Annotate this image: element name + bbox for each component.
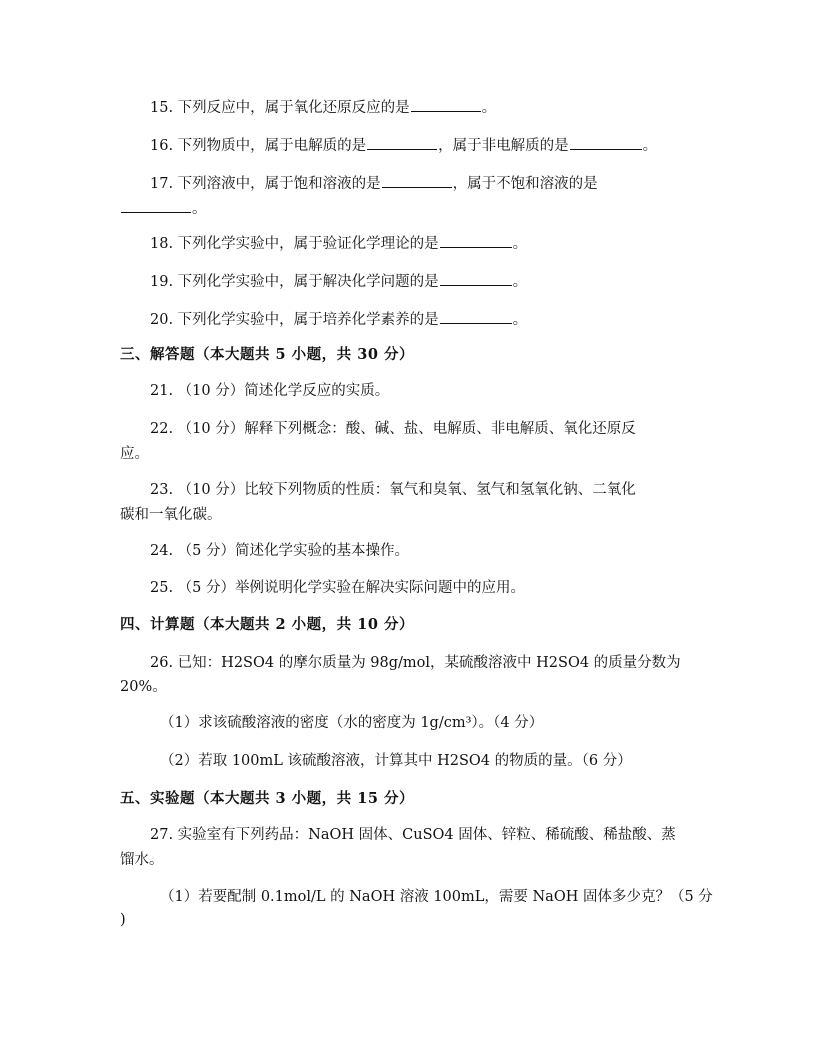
question-15 xyxy=(150,98,816,117)
question-22-continued: 应。 xyxy=(120,446,149,462)
question-17-continued xyxy=(120,199,816,218)
question-23: 23. （10 分）比较下列物质的性质：氧气和臭氧、氢气和氢氧化钠、二氧化 xyxy=(150,482,636,498)
section-5-heading: 五、实验题（本大题共 3 小题，共 15 分） xyxy=(120,790,414,807)
question-18 xyxy=(150,234,816,253)
question-15-end: 。 xyxy=(481,100,497,116)
question-17-text-a: 17. 下列溶液中，属于饱和溶液的是 xyxy=(150,176,381,192)
question-15-text: 15. 下列反应中，属于氧化还原反应的是 xyxy=(150,100,410,116)
question-26: 26. 已知：H2SO4 的摩尔质量为 98g/mol，某硫酸溶液中 H2SO4 的质量分数为 xyxy=(150,655,681,671)
question-16-text-b: ，属于非电解质的是 xyxy=(438,138,569,154)
question-24: 24. （5 分）简述化学实验的基本操作。 xyxy=(150,543,410,559)
question-27-part-1: （1）若要配制 0.1mol/L 的 NaOH 溶液 100mL，需要 NaOH 固体多少克？（5 分 xyxy=(160,889,713,905)
question-26-part-2: （2）若取 100mL 该硫酸溶液，计算其中 H2SO4 的物质的量。（6 分） xyxy=(160,753,632,769)
question-23-continued: 碳和一氧化碳。 xyxy=(120,507,222,523)
question-19-end: 。 xyxy=(512,274,528,290)
question-16-end: 。 xyxy=(642,138,658,154)
question-26-part-1: （1）求该硫酸溶液的密度（水的密度为 1g/cm³）。（4 分） xyxy=(160,715,544,731)
answer-blank[interactable] xyxy=(367,136,437,150)
answer-blank[interactable] xyxy=(440,310,512,324)
question-19-text: 19. 下列化学实验中，属于解决化学问题的是 xyxy=(150,274,439,290)
answer-blank[interactable] xyxy=(440,234,512,248)
question-17 xyxy=(150,174,816,193)
answer-blank[interactable] xyxy=(121,199,191,213)
question-20-text: 20. 下列化学实验中，属于培养化学素养的是 xyxy=(150,312,439,328)
section-4-heading: 四、计算题（本大题共 2 小题，共 10 分） xyxy=(120,616,414,633)
question-27-continued: 馏水。 xyxy=(120,852,164,868)
section-3-heading: 三、解答题（本大题共 5 小题，共 30 分） xyxy=(120,346,414,363)
question-17-text-b: ，属于不饱和溶液的是 xyxy=(452,176,598,192)
question-18-text: 18. 下列化学实验中，属于验证化学理论的是 xyxy=(150,236,439,252)
question-22: 22. （10 分）解释下列概念：酸、碱、盐、电解质、非电解质、氧化还原反 xyxy=(150,421,636,437)
question-18-end: 。 xyxy=(512,236,528,252)
question-17-end: 。 xyxy=(192,201,207,217)
answer-blank[interactable] xyxy=(411,98,481,112)
question-16 xyxy=(150,136,816,155)
question-20 xyxy=(150,310,816,329)
question-21: 21. （10 分）简述化学反应的实质。 xyxy=(150,383,390,399)
answer-blank[interactable] xyxy=(440,272,512,286)
question-27: 27. 实验室有下列药品：NaOH 固体、CuSO4 固体、锌粒、稀硫酸、稀盐酸、蒸 xyxy=(150,827,676,843)
question-20-end: 。 xyxy=(512,312,528,328)
answer-blank[interactable] xyxy=(570,136,642,150)
question-27-part-1-continued: ) xyxy=(120,912,126,928)
question-16-text-a: 16. 下列物质中，属于电解质的是 xyxy=(150,138,367,154)
question-26-continued: 20%。 xyxy=(120,679,167,695)
answer-blank[interactable] xyxy=(382,174,452,188)
question-19 xyxy=(150,272,816,291)
question-25: 25. （5 分）举例说明化学实验在解决实际问题中的应用。 xyxy=(150,580,526,596)
